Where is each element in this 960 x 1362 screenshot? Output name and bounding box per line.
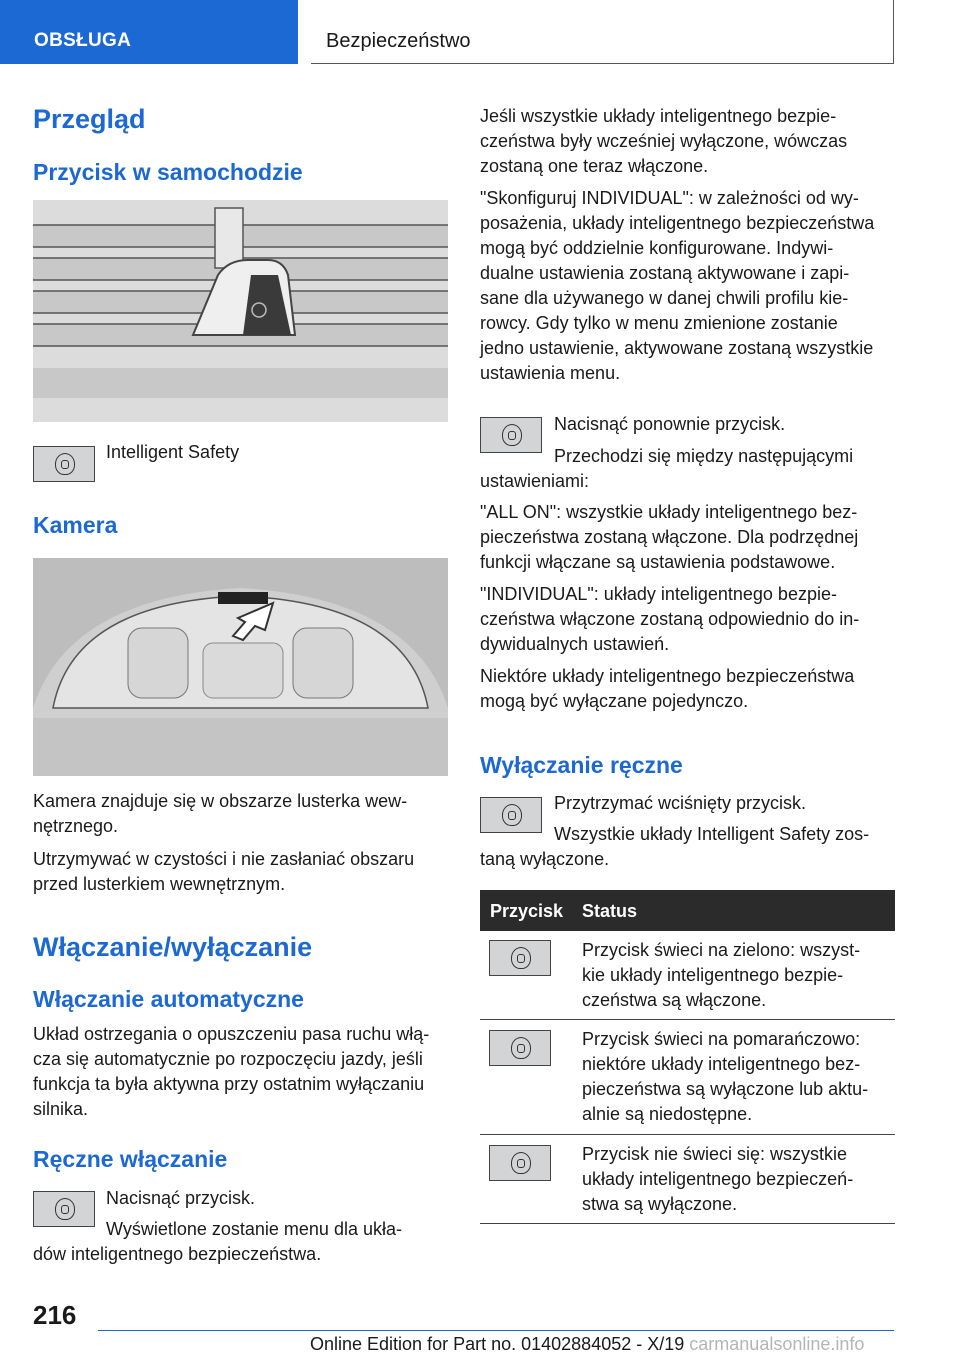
table-divider	[480, 1223, 895, 1224]
footer-rule	[98, 1330, 894, 1331]
right-paragraph-single: Niektóre układy inteligentnego bezpieczeństwa mogą być wyłączane pojedynczo.	[480, 666, 855, 711]
auto-paragraph: Układ ostrzegania o opuszczeniu pasa ruchu włą- cza się automatycznie po rozpoczęciu jazdy, jeśli funkcja ta była aktywna przy ostatnim wyłączaniu silnika.	[33, 1024, 430, 1119]
watermark: carmanualsonline.info	[689, 1334, 865, 1354]
right-paragraph-individual: "INDIVIDUAL": układy inteligentnego bezpie- czeństwa włączone zostaną odpowiednio do in- dywidualnych ustawień.	[480, 584, 860, 654]
column-header-button: Przycisk	[490, 901, 564, 921]
camera-figure	[33, 558, 448, 776]
edition-text: Online Edition for Part no. 01402884052 - X/19	[310, 1334, 685, 1354]
grille-illustration	[33, 200, 448, 422]
off-step-1: Przytrzymać wciśnięty przycisk.	[554, 793, 807, 813]
status-row-off: Przycisk nie świeci się: wszystkie układy inteligentnego bezpieczeń- stwa są wyłączone.	[582, 1144, 854, 1214]
section-label: OBSŁUGA	[34, 30, 132, 51]
status-row-green: Przycisk świeci na zielono: wszyst- kie układy inteligentnego bezpie- czeństwa są włączone.	[582, 940, 861, 1010]
subheading-auto: Włączanie automatyczne	[33, 986, 304, 1012]
column-header-status: Status	[582, 901, 638, 921]
page-number: 216	[33, 1300, 77, 1330]
subheading-manual-off: Wyłączanie ręczne	[480, 752, 683, 778]
table-divider	[480, 1019, 895, 1020]
manual-step-1: Nacisnąć przycisk.	[106, 1188, 256, 1208]
page-title: Przegląd	[33, 104, 146, 134]
subheading-button: Przycisk w samochodzie	[33, 159, 303, 185]
manual-step-2: Wyświetlone zostanie menu dla ukła- dów inteligentnego bezpieczeństwa.	[33, 1219, 402, 1264]
subheading-camera: Kamera	[33, 512, 118, 538]
right-paragraph-2: "Skonfiguruj INDIVIDUAL": w zależności od wy- posażenia, układy inteligentnego bezpieczeństwa mogą być oddzielnie konfigurowane. Indywi- dualne ustawienia zostaną aktywowane i zapi- sane dla używanego w danej chwili profilu kie- rowcy. Gdy tylko w menu zmienione zostanie jedno ustawienie, aktywowane zostaną wszystkie ustawienia menu.	[480, 188, 875, 383]
chapter-tab	[311, 0, 894, 64]
camera-paragraph-1: Kamera znajduje się w obszarze lusterka wew- nętrznego.	[33, 791, 408, 836]
right-paragraph-all-on: "ALL ON": wszystkie układy inteligentnego bez- pieczeństwa zostaną włączone. Dla podrzędnej funkcji włączane są ustawienia podstawowe.	[480, 502, 859, 572]
icon-caption: Intelligent Safety	[106, 442, 240, 462]
status-table-header	[480, 890, 895, 931]
subheading-manual-on: Ręczne włączanie	[33, 1146, 228, 1172]
section-title-onoff: Włączanie/wyłączanie	[33, 932, 313, 962]
table-divider	[480, 1134, 895, 1135]
right-paragraph-1: Jeśli wszystkie układy inteligentnego bezpie- czeństwa były wcześniej wyłączone, wówczas zostaną one teraz włączone.	[480, 106, 848, 176]
step-cycle: Przechodzi się między następującymi ustawieniami:	[480, 446, 854, 491]
step-press-again: Nacisnąć ponownie przycisk.	[554, 414, 786, 434]
off-step-2: Wszystkie układy Intelligent Safety zos- taną wyłączone.	[480, 824, 870, 869]
edition-note	[310, 1334, 864, 1355]
status-button-icon	[489, 1030, 551, 1066]
button-figure	[33, 200, 448, 422]
status-row-orange: Przycisk świeci na pomarańczowo: niektóre układy inteligentnego bez- pieczeństwa są wyłączone lub aktu- alnie są niedostępne.	[582, 1029, 869, 1124]
status-button-icon	[489, 1145, 551, 1181]
chapter-label: Bezpieczeństwo	[326, 30, 471, 52]
camera-paragraph-2: Utrzymywać w czystości i nie zasłaniać obszaru przed lusterkiem wewnętrznym.	[33, 849, 415, 894]
status-button-icon	[489, 940, 551, 976]
section-tab	[0, 0, 298, 64]
intelligent-safety-button-icon	[33, 446, 95, 482]
camera-illustration	[33, 558, 448, 776]
